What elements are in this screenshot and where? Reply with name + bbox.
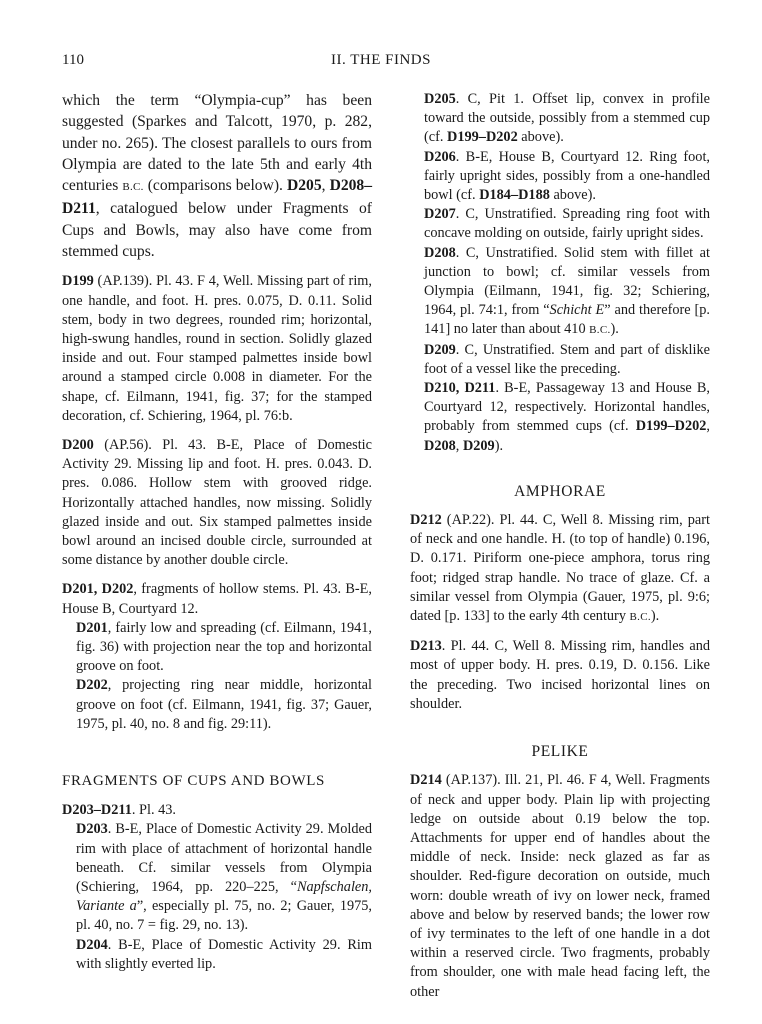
entry-id: D200 [62,437,94,453]
catalog-ref: D184–D188 [479,187,550,204]
entry-id: D201, D202 [62,581,134,598]
catalog-subentry-d202: D202, projecting ring near middle, horizontal groove on foot (cf. Eilmann, 1941, fig. 37; Gauer, 1975, pl. 40, no. 8 and fig. 29:11). [76,677,372,732]
catalog-subentry-d208: D208. C, Unstratified. Solid stem with fillet at junction to bowl; cf. similar vessels from Olympia (Eilmann, 1941, fig. 32; Schiering, 1964, pl. 74:1, from “Schicht E” and therefore [p. 141] no later than about 410 B.C.). [424,244,710,338]
catalog-subentry-d210-d211: D210, D211. B-E, Passageway 13 and House B, Courtyard 12, respectively. Horizontal handles, probably from stemmed cups (cf. D199–D202, D208, D209). [424,380,710,454]
catalog-entry-d201-d202: D201, D202, fragments of hollow stems. Pl. 43. B-E, House B, Courtyard 12. [62,581,372,617]
entry-id: D209 [424,341,456,358]
catalog-entry-d212: D212 (AP.22). Pl. 44. C, Well 8. Missing rim, part of neck and one handle. H. (to top of handle) 0.196, D. 0.171. Piriform one-piece amphora, torus ring foot; ridged strap handle. No trace of glaze. Cf. a similar vessel from Olympia (Gauer, 1975, pl. 9:6; dated [p. 133] to the early 4th century B.C.). [410,512,710,625]
catalog-subentry-d205: D205. C, Pit 1. Offset lip, convex in profile toward the outside, possibly from a stemmed cup (cf. D199–D202 above). [424,91,710,146]
section-heading-cups-bowls: FRAGMENTS OF CUPS AND BOWLS [62,773,325,790]
entry-id: D210, D211 [424,380,496,397]
catalog-entry-d200: D200 (AP.56). Pl. 43. B-E, Place of Domestic Activity 29. Missing lip and foot. H. pres. 0.043. D. pres. 0.086. Hollow stem with grooved ridge. Horizontally attached handles, now missing. Solidly glazed inside and out. Six stamped palmettes inside bowl around an incised double circle, surrounded at some distance by another double circle. [62,437,372,569]
entry-id: D205 [424,91,456,107]
entry-id: D203 [76,821,108,838]
entry-id: D199 [62,273,94,290]
section-heading-amphorae: AMPHORAE [514,482,606,500]
catalog-ref: D199–D202 [447,129,518,146]
right-column [410,90,710,1002]
intro-paragraph: which the term “Olympia-cup” has been suggested (Sparkes and Talcott, 1970, p. 282, under no. 265). The closest parallels to ours from Olympia are dated to the late 5th and early 4th centuries B.C. (comparisons below). D205, D208–D211, catalogued below under Fragments of Cups and Bowls, may also have come from stemmed cups. [62,92,373,261]
catalog-entry-d214: D214 (AP.137). Ill. 21, Pl. 46. F 4, Well. Fragments of neck and upper body. Plain lip with projecting ledge on outside about 0.19 below the top. Attachments for upper end of handles about the middle of neck. Inside: neck glazed as far as shoulder. Red-figure decoration on outside, much worn: double wreath of ivy on lower neck, framed above and below by reserved bands; the lower row of ivy terminates to the left of one handle in a dot within a reserved circle. Two fragments, probably from shoulder, one with male head facing left, the other [410,772,710,1000]
entry-id: D213 [410,638,442,655]
catalog-subentry-d206: D206. B-E, House B, Courtyard 12. Ring foot, fairly upright sides, possibly from a one-handled bowl (cf. D184–D188 above). [424,148,710,204]
catalog-entry-d213: D213. Pl. 44. C, Well 8. Missing rim, handles and most of upper body. H. pres. 0.19, D. 0.156. Like the preceding. Two incised horizontal lines on shoulder. [410,638,710,712]
catalog-ref: D208 [424,437,456,454]
catalog-subentry-d203: D203. B-E, Place of Domestic Activity 29. Molded rim with place of attachment of horizontal handle beneath. Cf. similar vessels from Olympia (Schiering, 1964, pp. 220–225, “Napfschalen, Variante a”, especially pl. 75, no. 2; Gauer, 1975, pl. 40, no. 7 = fig. 29, no. 13). [76,821,372,934]
left-column [62,90,372,974]
catalog-entry-d203-d211: D203–D211. Pl. 43. [62,802,176,819]
entry-id: D202 [76,677,108,694]
entry-id: D203–D211 [62,802,132,819]
entry-id: D204 [76,936,108,953]
running-title: II. THE FINDS [331,52,431,68]
entry-id: D214 [410,772,442,789]
catalog-ref: D205 [286,177,322,195]
catalog-subentry-d207: D207. C, Unstratified. Spreading ring foot with concave molding on outside, fairly upright sides. [424,206,710,242]
entry-id: D208 [424,244,456,261]
page-number: 110 [62,52,84,68]
section-heading-pelike: PELIKE [531,743,589,761]
entry-id: D207 [424,206,456,223]
entry-id: D201 [76,619,108,636]
catalog-subentry-d201: D201, fairly low and spreading (cf. Eilmann, 1941, fig. 36) with projection near the top and horizontal groove on foot. [76,619,372,675]
catalog-ref: D208–D211 [62,177,373,218]
catalog-subentry-d209: D209. C, Unstratified. Stem and part of disklike foot of a vessel like the preceding. [424,341,710,377]
catalog-ref: D199–D202 [635,418,707,435]
catalog-ref: D209 [462,437,495,454]
entry-id: D206 [424,148,456,165]
catalog-subentry-d204: D204. B-E, Place of Domestic Activity 29. Rim with slightly everted lip. [76,936,372,972]
catalog-entry-d199: D199 (AP.139). Pl. 43. F 4, Well. Missing part of rim, one handle, and foot. H. pres. 0.075, D. 0.11. Solid stem, body in two degrees, rounded rim; horizontal, high-swung handles, round in section. Solidly glazed inside and out. Four stamped palmettes inside bowl around a stamped circle 0.008 in diameter. For the shape, cf. Eilmann, 1941, fig. 37; for the stamped decoration, cf. Schiering, 1964, pl. 76:b. [62,273,372,424]
entry-id: D212 [410,512,442,529]
